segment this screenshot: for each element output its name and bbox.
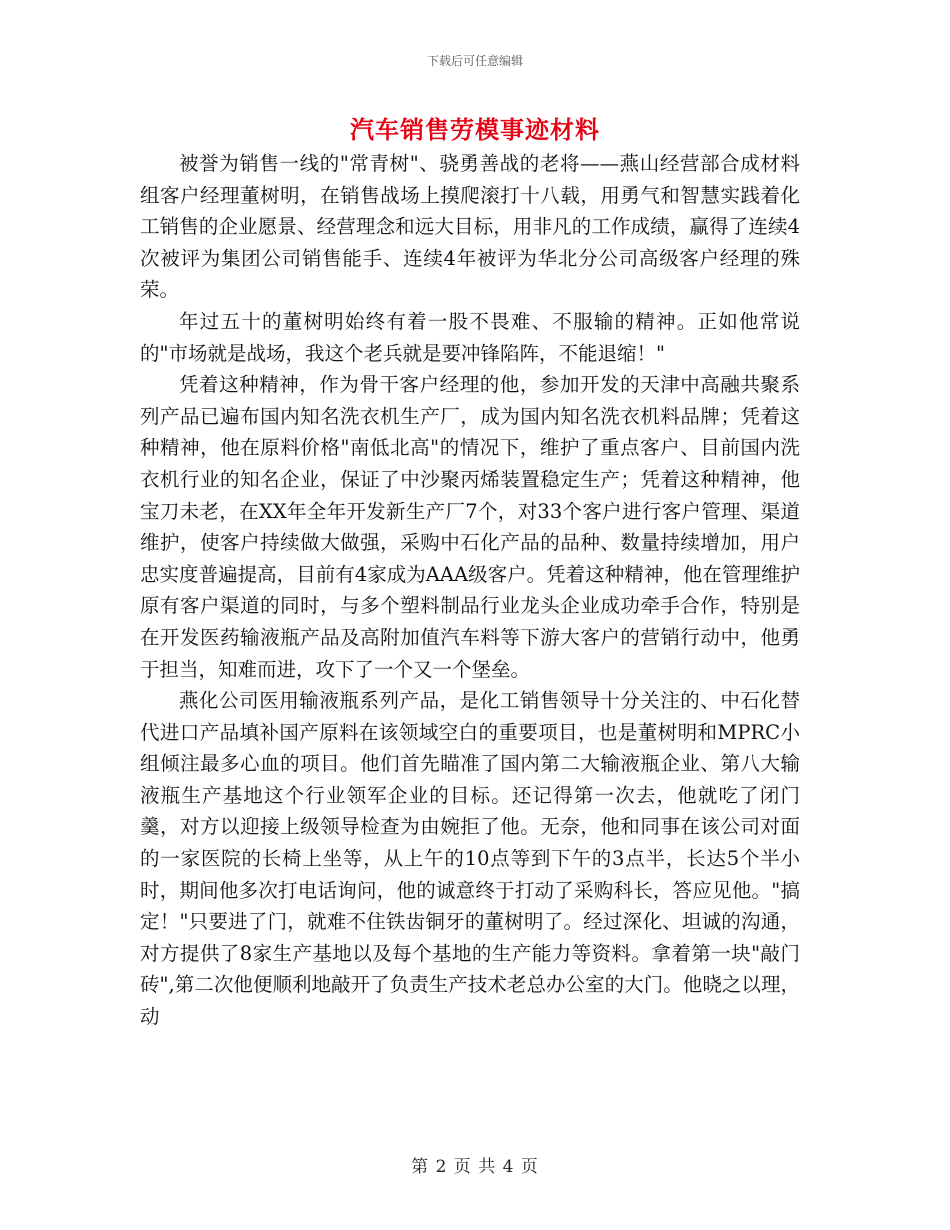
document-body: [140, 148, 800, 1033]
paragraph-4: 燕化公司医用输液瓶系列产品，是化工销售领导十分关注的、中石化替代进口产品填补国产原料在该领域空白的重要项目，也是董树明和MPRC小组倾注最多心血的项目。他们首先瞄准了国内第二大输液瓶企业、第八大输液瓶生产基地这个行业领军企业的目标。还记得第一次去，他就吃了闭门羹，对方以迎接上级领导检查为由婉拒了他。无奈，他和同事在该公司对面的一家医院的长椅上坐等，从上午的10点等到下午的3点半，长达5个半小时，期间他多次打电话询问，他的诚意终于打动了采购科长，答应见他。"搞定！"只要进了门，就难不住铁齿铜牙的董树明了。经过深化、坦诚的沟通，对方提供了8家生产基地以及每个基地的生产能力等资料。拿着第一块"敲门砖",第二次他便顺利地敲开了负责生产技术老总办公室的大门。他晓之以理，动: [140, 689, 800, 1029]
header-note: 下载后可任意编辑: [426, 54, 523, 68]
paragraph-3: 凭着这种精神，作为骨干客户经理的他，参加开发的天津中高融共聚系列产品已遍布国内知名洗衣机生产厂，成为国内知名洗衣机料品牌；凭着这种精神，他在原料价格"南低北高"的情况下，维护了重点客户、目前国内洗衣机行业的知名企业，保证了中沙聚丙烯装置稳定生产；凭着这种精神，他宝刀未老，在XX年全年开发新生产厂7个，对33个客户进行客户管理、渠道维护，使客户持续做大做强，采购中石化产品的品种、数量持续增加，用户忠实度普遍提高，目前有4家成为AAA级客户。凭着这种精神，他在管理维护原有客户渠道的同时，与多个塑料制品行业龙头企业成功牵手合作，特别是在开发医药输液瓶产品及高附加值汽车料等下游大客户的营销行动中，他勇于担当，知难而进，攻下了一个又一个堡垒。: [140, 373, 800, 681]
paragraph-1: 被誉为销售一线的"常青树"、骁勇善战的老将——燕山经营部合成材料组客户经理董树明，在销售战场上摸爬滚打十八载，用勇气和智慧实践着化工销售的企业愿景、经营理念和远大目标，用非凡的工作成绩，赢得了连续4次被评为集团公司销售能手、连续4年被评为华北分公司高级客户经理的殊荣。: [140, 152, 800, 302]
document-title: 汽车销售劳模事迹材料: [350, 115, 600, 144]
page-number-footer: 第 2 页 共 4 页: [411, 1157, 539, 1177]
paragraph-2: 年过五十的董树明始终有着一股不畏难、不服输的精神。正如他常说的"市场就是战场，我这个老兵就是要冲锋陷阵，不能退缩！": [140, 309, 800, 365]
